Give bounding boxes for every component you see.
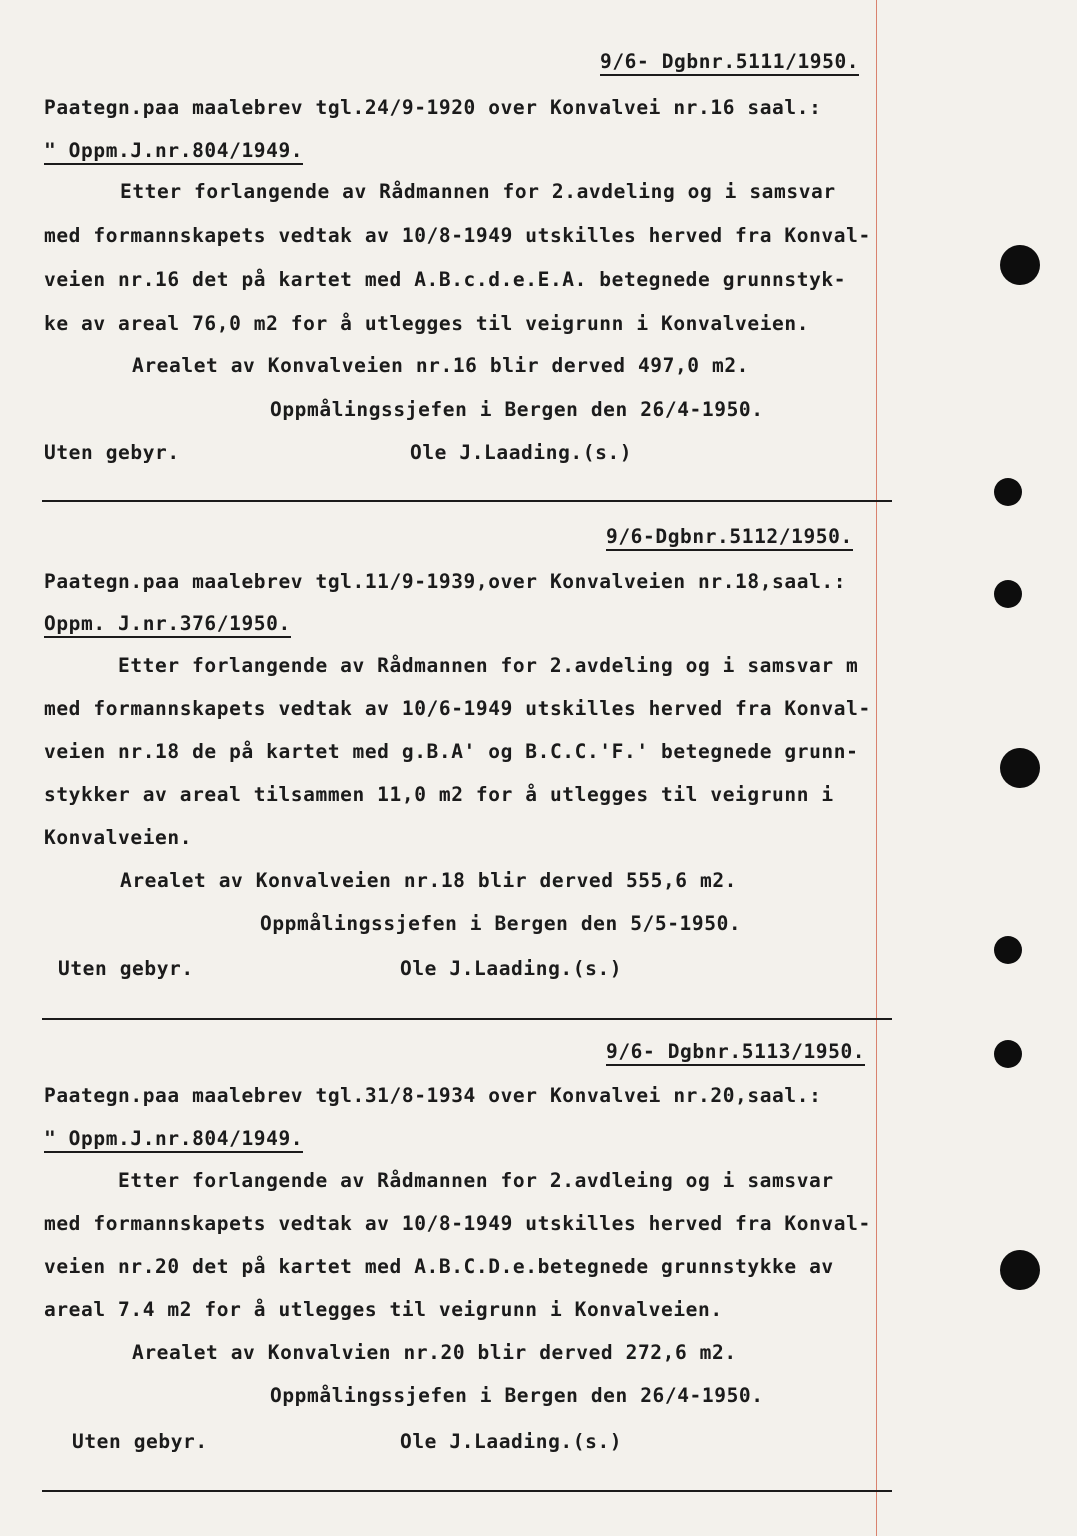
- body-line: Etter forlangende av Rådmannen for 2.avdeling og i samsvar m: [118, 654, 859, 677]
- entry-reference: Oppm. J.nr.376/1950.: [44, 612, 291, 638]
- fee-note: Uten gebyr.: [58, 957, 194, 980]
- section-divider: [42, 1490, 892, 1492]
- body-line: areal 7.4 m2 for å utlegges til veigrunn i Konvalveien.: [44, 1298, 723, 1321]
- body-line: Konvalveien.: [44, 826, 193, 849]
- fee-note: Uten gebyr.: [44, 441, 180, 464]
- entry-reference: " Oppm.J.nr.804/1949.: [44, 1127, 303, 1153]
- punch-hole: [1000, 245, 1040, 285]
- punch-hole: [994, 936, 1022, 964]
- body-line: med formannskapets vedtak av 10/6-1949 utskilles herved fra Konval-: [44, 697, 871, 720]
- entry-reference: " Oppm.J.nr.804/1949.: [44, 139, 303, 165]
- punch-hole: [994, 1040, 1022, 1068]
- body-line: Etter forlangende av Rådmannen for 2.avdeling og i samsvar: [120, 180, 836, 203]
- body-line: med formannskapets vedtak av 10/8-1949 utskilles herved fra Konval-: [44, 224, 871, 247]
- punch-hole: [1000, 748, 1040, 788]
- entry-title: Paategn.paa maalebrev tgl.31/8-1934 over Konvalvei nr.20,saal.:: [44, 1084, 822, 1107]
- body-line: ke av areal 76,0 m2 for å utlegges til veigrunn i Konvalveien.: [44, 312, 810, 335]
- entry-title: Paategn.paa maalebrev tgl.24/9-1920 over Konvalvei nr.16 saal.:: [44, 96, 822, 119]
- signature: Ole J.Laading.(s.): [400, 1430, 623, 1453]
- entry-header: 9/6- Dgbnr.5111/1950.: [600, 50, 859, 76]
- signature: Ole J.Laading.(s.): [400, 957, 623, 980]
- signature: Ole J.Laading.(s.): [410, 441, 633, 464]
- area-statement: Arealet av Konvalveien nr.16 blir derved 497,0 m2.: [132, 354, 749, 377]
- place-date: Oppmålingssjefen i Bergen den 26/4-1950.: [270, 398, 764, 421]
- fee-note: Uten gebyr.: [72, 1430, 208, 1453]
- body-line: veien nr.18 de på kartet med g.B.A' og B.C.C.'F.' betegnede grunn-: [44, 740, 859, 763]
- body-line: Etter forlangende av Rådmannen for 2.avdleing og i samsvar: [118, 1169, 834, 1192]
- area-statement: Arealet av Konvalveien nr.18 blir derved 555,6 m2.: [120, 869, 737, 892]
- punch-hole: [1000, 1250, 1040, 1290]
- place-date: Oppmålingssjefen i Bergen den 5/5-1950.: [260, 912, 742, 935]
- punch-hole: [994, 478, 1022, 506]
- entry-title: Paategn.paa maalebrev tgl.11/9-1939,over Konvalveien nr.18,saal.:: [44, 570, 847, 593]
- body-line: stykker av areal tilsammen 11,0 m2 for å utlegges til veigrunn i: [44, 783, 834, 806]
- body-line: med formannskapets vedtak av 10/8-1949 utskilles herved fra Konval-: [44, 1212, 871, 1235]
- section-divider: [42, 1018, 892, 1020]
- margin-line: [876, 0, 877, 1536]
- area-statement: Arealet av Konvalvien nr.20 blir derved 272,6 m2.: [132, 1341, 737, 1364]
- section-divider: [42, 500, 892, 502]
- body-line: veien nr.16 det på kartet med A.B.c.d.e.E.A. betegnede grunnstyk-: [44, 268, 847, 291]
- body-line: veien nr.20 det på kartet med A.B.C.D.e.betegnede grunnstykke av: [44, 1255, 834, 1278]
- entry-header: 9/6- Dgbnr.5113/1950.: [606, 1040, 865, 1066]
- entry-header: 9/6-Dgbnr.5112/1950.: [606, 525, 853, 551]
- place-date: Oppmålingssjefen i Bergen den 26/4-1950.: [270, 1384, 764, 1407]
- punch-hole: [994, 580, 1022, 608]
